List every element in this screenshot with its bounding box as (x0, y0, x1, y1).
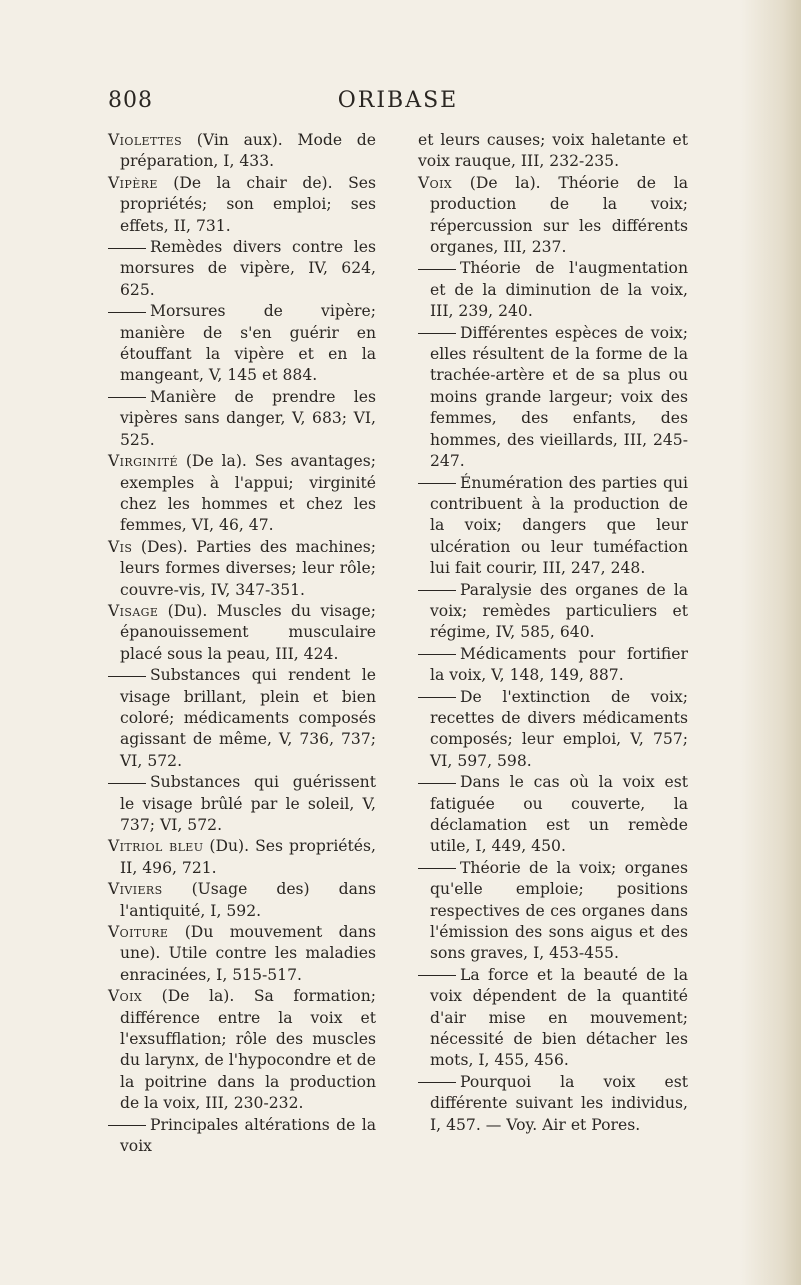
index-subentry (108, 387, 376, 451)
page-edge-shadow (741, 0, 801, 1285)
index-subentry (108, 665, 376, 772)
entry-text: Théorie de la voix; organes qu'elle emploie; positions respectives de ces organes dans l'émission des sons aigus et des sons graves, I, 453-455. (430, 858, 688, 963)
entry-text: Différentes espèces de voix; elles résultent de la forme de la trachée-artère et de sa plus ou moins grande largeur; voix des femmes, des enfants, des hommes, des vieillards, III, 245-247. (430, 323, 688, 471)
index-subentry (418, 772, 688, 858)
entry-headword: Visage (108, 601, 159, 620)
index-subentry (418, 1072, 688, 1136)
entry-text: (Du mouvement dans une). Utile contre les maladies enracinées, I, 515-517. (120, 923, 376, 984)
entry-text: Manière de prendre les vipères sans danger, V, 683; VI, 525. (120, 387, 376, 449)
index-subentry (418, 644, 688, 687)
subentry-dash (418, 975, 456, 976)
right-column (418, 130, 688, 1136)
entry-text: (Du). Ses propriétés, II, 496, 721. (120, 837, 376, 877)
subentry-dash (108, 676, 146, 677)
entry-headword: Voix (418, 173, 453, 192)
subentry-dash (108, 397, 146, 398)
index-continuation (418, 130, 688, 173)
entry-text: Principales altérations de la voix (120, 1115, 376, 1156)
index-subentry (108, 1115, 376, 1158)
subentry-dash (418, 483, 456, 484)
entry-headword: Violettes (108, 131, 183, 149)
entry-headword: Vis (108, 537, 133, 556)
entry-text: et leurs causes; voix haletante et voix rauque, III, 232-235. (418, 131, 688, 171)
index-subentry (108, 301, 376, 387)
index-subentry (418, 323, 688, 473)
subentry-dash (108, 783, 146, 784)
index-subentry (418, 965, 688, 1072)
left-column (108, 130, 376, 1158)
subentry-dash (418, 654, 456, 655)
entry-text: Énumération des parties qui contribuent à la production de la voix; dangers que leur ulcération ou leur tuméfaction lui fait courir, III, 247, 248. (430, 473, 688, 578)
subentry-dash (418, 1082, 456, 1083)
entry-headword: Vipère (108, 173, 158, 192)
entry-text: (Du). Muscles du visage; épanouissement musculaire placé sous la peau, III, 424. (120, 601, 376, 663)
subentry-dash (108, 248, 146, 249)
page-number: 808 (108, 88, 153, 113)
index-entry (418, 173, 688, 259)
entry-text: (De la). Sa formation; différence entre la voix et l'exsufflation; rôle des muscles du larynx, de l'hypocondre et de la poitrine dans la production de la voix, III, 230-232. (120, 987, 376, 1113)
subentry-dash (418, 868, 456, 869)
index-entry (108, 986, 376, 1114)
index-entry (108, 836, 376, 879)
subentry-dash (108, 1125, 146, 1126)
index-entry (108, 601, 376, 665)
entry-text: Substances qui rendent le visage brillant, plein et bien coloré; médicaments composés agissant de même, V, 736, 737; VI, 572. (120, 666, 376, 770)
index-entry (108, 173, 376, 237)
entry-text: La force et la beauté de la voix dépendent de la quantité d'air mise en mouvement; nécessité de bien détacher les mots, I, 455, 456. (430, 965, 688, 1070)
entry-text: Paralysie des organes de la voix; remèdes particuliers et régime, IV, 585, 640. (430, 580, 688, 642)
entry-headword: Voiture (108, 923, 169, 942)
entry-headword: Voix (108, 987, 143, 1006)
entry-text: De l'extinction de voix; recettes de divers médicaments composés; leur emploi, V, 757; VI, 597, 598. (430, 687, 688, 770)
entry-text: Médicaments pour fortifier la voix, V, 148, 149, 887. (430, 644, 688, 685)
index-entry (108, 879, 376, 922)
entry-headword: Virginité (108, 452, 178, 471)
index-subentry (418, 687, 688, 773)
subentry-dash (418, 590, 456, 591)
entry-text: Pourquoi la voix est différente suivant les individus, I, 457. — Voy. Air et Pores. (430, 1072, 688, 1134)
index-subentry (418, 473, 688, 580)
index-entry (108, 922, 376, 986)
index-subentry (108, 237, 376, 301)
running-title: ORIBASE (337, 88, 459, 113)
index-entry (108, 451, 376, 537)
entry-text: (De la). Théorie de la production de la voix; répercussion sur les différents organes, III, 237. (430, 173, 688, 257)
entry-text: (Vin aux). Mode de préparation, I, 433. (120, 131, 376, 171)
subentry-dash (108, 312, 146, 313)
subentry-dash (418, 783, 456, 784)
index-subentry (108, 772, 376, 836)
entry-text: (De la). Ses avantages; exemples à l'appui; virginité chez les hommes et chez les femmes, VI, 46, 47. (120, 452, 376, 535)
index-subentry (418, 258, 688, 322)
entry-text: (Des). Parties des machines; leurs formes diverses; leur rôle; couvre-vis, IV, 347-351. (120, 537, 376, 599)
entry-text: (Usage des) dans l'antiquité, I, 592. (120, 880, 376, 920)
entry-text: Morsures de vipère; manière de s'en guérir en étouffant la vipère et en la mangeant, V, 145 et 884. (120, 302, 376, 385)
entry-headword: Vitriol bleu (108, 837, 204, 856)
subentry-dash (418, 333, 456, 334)
index-subentry (418, 580, 688, 644)
entry-text: Dans le cas où la voix est fatiguée ou couverte, la déclamation est un remède utile, I, 449, 450. (430, 773, 688, 856)
subentry-dash (418, 697, 456, 698)
index-entry (108, 537, 376, 601)
entry-text: (De la chair de). Ses propriétés; son emploi; ses effets, II, 731. (120, 173, 376, 235)
entry-text: Remèdes divers contre les morsures de vipère, IV, 624, 625. (120, 238, 376, 299)
index-entry (108, 130, 376, 173)
entry-headword: Viviers (108, 880, 163, 899)
entry-text: Substances qui guérissent le visage brûlé par le soleil, V, 737; VI, 572. (120, 773, 376, 834)
entry-text: Théorie de l'augmentation et de la diminution de la voix, III, 239, 240. (430, 259, 688, 321)
subentry-dash (418, 269, 456, 270)
index-subentry (418, 858, 688, 965)
